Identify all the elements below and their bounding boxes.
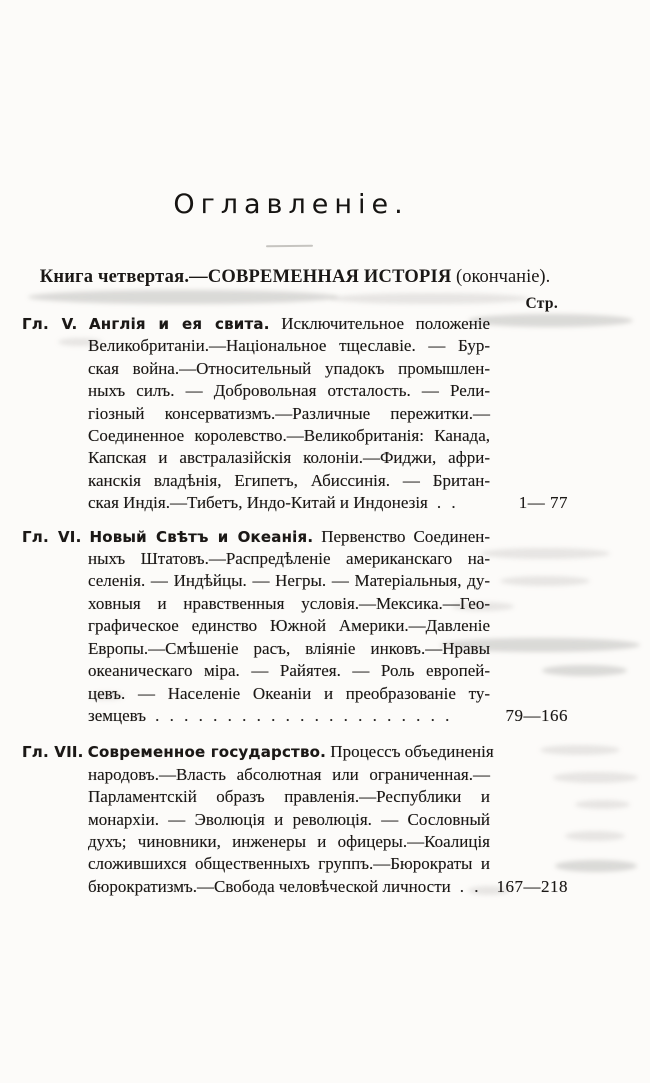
dot-leader: . . [436,493,459,513]
toc-line: гіозный консерватизмъ.—Различные пережитки.— [88,403,490,423]
book-heading-bold: Книга четвертая.—СОВРЕМЕННАЯ ИСТОРІЯ [39,267,452,287]
toc-line: монархіи. — Эволюція и революція. — Сословный [88,809,490,829]
toc-line: духъ; чиновники, инженеры и офицеры.—Коалиція [88,831,490,851]
chapter-title: Англія и ея свита. [89,315,270,333]
chapter-label: Гл. VII. [22,743,84,762]
chapter-first-text: Исключительное положеніе [281,314,491,333]
toc-entry [22,741,568,898]
title-divider [266,245,313,247]
toc-line: сложившихся общественныхъ группъ.—Бюрократы и [88,854,490,874]
toc-tail-line [22,492,568,514]
toc-line: Капская и австралазійскія колоніи.—Фиджи, афри- [88,448,490,468]
toc-line: Великобританіи.—Національное тщеславіе. — Бур- [88,336,490,356]
toc-tail-text: ская Индія.—Тибетъ, Индо-Китай и Индонезія [88,493,428,513]
toc-line: графическое единство Южной Америки.—Давленіе [88,616,490,636]
toc-line: Европы.—Смѣшеніе расъ, вліяніе инковъ.—Нравы [88,638,490,658]
toc-line: канскія владѣнія, Египетъ, Абиссинія. — Британ- [88,470,490,490]
toc-line: цевъ. — Населеніе Океаніи и преобразованіе ту- [88,683,490,703]
book-heading [22,267,568,288]
toc-entry [22,313,568,515]
toc-first-line [22,313,490,335]
toc-tail-text: бюрократизмъ.—Свобода человѣческой личности [88,876,451,896]
toc-line: океаническаго міра. — Райятея. — Роль европей- [88,661,490,681]
toc-line: Парламентскій образъ правленія.—Республики и [88,787,490,807]
book-heading-normal: (окончаніе). [451,267,551,287]
toc-line: ныхъ силъ. — Добровольная отсталость. — Рели- [88,381,490,401]
chapter-first-text: Процессъ объединенія [330,742,494,762]
toc-entries [22,313,568,898]
toc-line: ская война.—Относительный упадокъ промышлен- [88,358,490,378]
page-range: 79—166 [505,705,568,725]
chapter-label: Гл. VI. [22,527,82,546]
toc-tail-line [22,705,568,727]
dot-leader: . . [459,876,482,896]
chapter-label: Гл. V. [22,315,78,333]
toc-tail-text: земцевъ [88,705,147,725]
toc-line: ховныя и нравственныя условія.—Мексика.—Гео- [88,593,490,613]
page-title: Оглавленіе. [173,189,409,220]
scan-smudge [565,831,625,841]
toc-tail-line [22,876,568,898]
toc-entry [22,526,568,728]
chapter-title: Современное государство. [87,743,327,762]
toc-line: Соединенное королевство.—Великобританія: Канада, [88,426,490,446]
toc-first-line [22,526,490,548]
toc-first-line [22,741,494,763]
page-range: 167—218 [496,876,568,896]
toc-line: селенія. — Индѣйцы. — Негры. — Матеріальныя, ду- [88,571,490,591]
page-column-label: Стр. [525,295,558,312]
chapter-title: Новый Свѣтъ и Океанія. [89,527,314,546]
page-range: 1— 77 [518,493,568,513]
toc-line: ныхъ Штатовъ.—Распредѣленіе американскаго на- [88,549,490,569]
dot-leader: . . . . . . . . . . . . . . . . . . . . . [155,705,453,725]
toc-line: народовъ.—Власть абсолютная или ограниченная.— [88,764,490,784]
scan-smudge [575,800,630,809]
chapter-first-text: Первенство Соединен- [321,526,490,546]
